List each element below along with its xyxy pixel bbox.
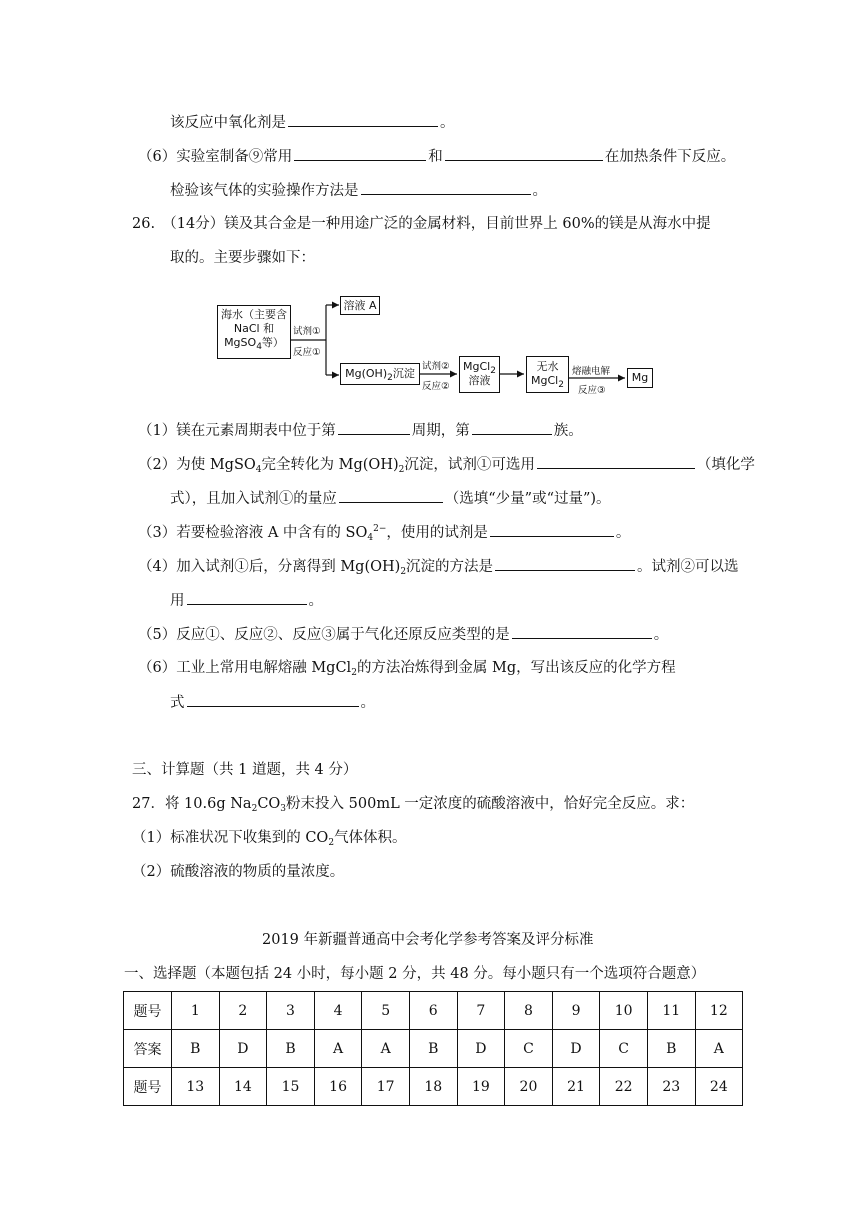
- q26-part5: [138, 624, 668, 645]
- answer-blank[interactable]: [445, 146, 603, 161]
- period: 。: [532, 183, 547, 199]
- table-cell: 24: [695, 1068, 743, 1106]
- table-cell: 7: [457, 992, 505, 1030]
- table-cell: 19: [457, 1068, 505, 1106]
- mgso4: MgSO: [224, 336, 257, 349]
- q26-stem-line1: 26. （14分）镁及其合金是一种用途广泛的金属材料，目前世界上 60%的镁是从海水中提: [132, 216, 711, 232]
- answer-blank[interactable]: [288, 112, 438, 127]
- q27-part1: [132, 828, 407, 848]
- table-cell: 4: [314, 992, 362, 1030]
- q25-part6-test: [170, 180, 547, 201]
- subscript: 2: [558, 380, 564, 390]
- answer-blank[interactable]: [495, 556, 635, 571]
- part1-b: 周期，第: [411, 423, 470, 439]
- precipitate-word: 沉淀: [392, 367, 415, 380]
- table-cell: 2: [219, 992, 267, 1030]
- table-cell: 13: [172, 1068, 220, 1106]
- answer-blank[interactable]: [537, 454, 695, 469]
- answer-blank[interactable]: [339, 488, 443, 503]
- mgcl: MgCl: [531, 374, 559, 387]
- part2-d: （填化学: [696, 457, 755, 473]
- oxidizer-label: 该反应中氧化剂是: [170, 115, 286, 131]
- subscript: 2: [400, 567, 407, 577]
- table-cell: B: [267, 1030, 315, 1068]
- table-cell: 23: [647, 1068, 695, 1106]
- solution-a-box: 溶液 A: [340, 296, 380, 315]
- mgoh2-box: [340, 363, 420, 385]
- table-row: [124, 992, 743, 1030]
- part3-b: ，使用的试剂是: [386, 525, 488, 541]
- part6-prefix: （6）实验室制备⑨常用: [138, 149, 293, 165]
- table-cell: 16: [314, 1068, 362, 1106]
- part6-b: 的方法冶炼得到金属 Mg，写出该反应的化学方程: [356, 660, 676, 676]
- table-cell: B: [647, 1030, 695, 1068]
- table-cell: 11: [647, 992, 695, 1030]
- q26-part6: [138, 658, 676, 678]
- etc: 等）: [261, 336, 284, 349]
- part2-f: （选填“少量”或“过量”)。: [444, 491, 611, 507]
- part1-a: （1）镁在元素周期表中位于第: [138, 423, 336, 439]
- q26-part1: [138, 420, 583, 441]
- table-cell: 5: [362, 992, 410, 1030]
- answer-blank[interactable]: [294, 146, 426, 161]
- table-cell: B: [172, 1030, 220, 1068]
- reaction2-label: 反应②: [422, 381, 450, 392]
- table-cell: 18: [409, 1068, 457, 1106]
- q26-part3: [138, 522, 630, 543]
- part2-e: 式），且加入试剂①的量应: [170, 491, 337, 507]
- table-cell: C: [505, 1030, 553, 1068]
- mgcl: MgCl: [463, 360, 491, 373]
- oxidizer-line: [170, 112, 455, 133]
- subscript: 2: [490, 366, 496, 376]
- q26-part4: [138, 556, 739, 577]
- seawater-box: [217, 305, 291, 359]
- part5-a: （5）反应①、反应②、反应③属于气化还原反应类型的是: [138, 627, 510, 643]
- reagent1-label: 试剂①: [293, 326, 321, 337]
- table-cell: D: [219, 1030, 267, 1068]
- reaction1-label: 反应①: [293, 347, 321, 358]
- part6-d: 。: [360, 695, 375, 711]
- table-cell: 17: [362, 1068, 410, 1106]
- q27-p1-b: 气体体积。: [334, 830, 407, 846]
- period: 。: [440, 115, 455, 131]
- table-cell: B: [409, 1030, 457, 1068]
- subscript: 3: [280, 804, 287, 814]
- seawater-line1: 海水（主要含: [221, 308, 287, 321]
- table-cell: 20: [505, 1068, 553, 1106]
- part3-c: 。: [615, 525, 631, 541]
- table-cell: A: [695, 1030, 743, 1068]
- reagent2-label: 试剂②: [422, 361, 450, 372]
- subscript: 4: [367, 533, 374, 543]
- row-header-cell: 答案: [124, 1030, 172, 1068]
- subscript: 2: [387, 373, 393, 383]
- answer-blank[interactable]: [472, 420, 552, 435]
- q27-stem: [132, 794, 694, 814]
- part2-a: （2）为使 MgSO: [138, 457, 256, 473]
- table-cell: 22: [600, 1068, 648, 1106]
- part5-b: 。: [653, 627, 669, 643]
- part6-a: （6）工业上常用电解熔融 MgCl: [138, 660, 352, 676]
- table-cell: 9: [552, 992, 600, 1030]
- part4-d: 用: [170, 593, 185, 609]
- answer-key-section1: 一、选择题（本题包括 24 小时，每小题 2 分，共 48 分。每小题只有一个选项符合题意）: [124, 966, 706, 982]
- answer-blank[interactable]: [187, 692, 359, 707]
- superscript: 2−: [373, 524, 387, 534]
- part6-c: 式: [170, 695, 185, 711]
- mgcl2-formula: [460, 360, 499, 374]
- anhydrous-word: 无水: [536, 360, 559, 373]
- q27-c: 粉末投入 500mL 一定浓度的硫酸溶液中，恰好完全反应。求：: [286, 796, 695, 812]
- anhydrous-mgcl2-box: [526, 356, 569, 393]
- answer-table-body: [124, 992, 743, 1106]
- table-cell: C: [600, 1030, 648, 1068]
- part4-a: （4）加入试剂①后，分离得到 Mg(OH): [138, 559, 401, 575]
- part6-test-label: 检验该气体的实验操作方法是: [170, 183, 359, 199]
- subscript: 2: [251, 804, 258, 814]
- row-header-cell: 题号: [124, 992, 172, 1030]
- part6-suffix: 在加热条件下反应。: [604, 149, 736, 165]
- q26-part2: [138, 454, 755, 475]
- q26-stem-line2: 取的。主要步骤如下：: [170, 250, 315, 266]
- electrolysis-label: 熔融电解: [572, 366, 611, 377]
- seawater-line3: [218, 336, 290, 350]
- answer-blank[interactable]: [338, 420, 410, 435]
- q27-b: CO: [257, 796, 281, 812]
- part6-and: 和: [428, 149, 443, 165]
- table-cell: 14: [219, 1068, 267, 1106]
- subscript: 2: [398, 465, 405, 475]
- part3-a: （3）若要检验溶液 A 中含有的 SO: [138, 525, 368, 541]
- answer-blank[interactable]: [361, 180, 531, 195]
- row-header-cell: 题号: [124, 1068, 172, 1106]
- table-cell: 3: [267, 992, 315, 1030]
- table-row: [124, 1030, 743, 1068]
- table-cell: A: [314, 1030, 362, 1068]
- answer-blank[interactable]: [512, 624, 652, 639]
- q27-p1-a: （1）标准状况下收集到的 CO: [132, 830, 329, 846]
- answer-blank[interactable]: [187, 590, 307, 605]
- q25-part6: [138, 146, 735, 167]
- table-cell: 6: [409, 992, 457, 1030]
- mg-box: Mg: [627, 368, 653, 388]
- mgoh2-formula: Mg(OH): [345, 367, 388, 380]
- anhydrous-formula: [527, 374, 568, 388]
- table-cell: 1: [172, 992, 220, 1030]
- table-cell: A: [362, 1030, 410, 1068]
- part4-b: 沉淀的方法是: [406, 559, 494, 575]
- table-row: [124, 1068, 743, 1106]
- answer-table: [123, 991, 743, 1106]
- process-flow-diagram: [214, 290, 664, 410]
- subscript: 2: [328, 838, 335, 848]
- q27-a: 27．将 10.6g Na: [132, 796, 252, 812]
- seawater-line2: NaCl 和: [233, 322, 275, 335]
- q26-part6-cont: [170, 692, 375, 713]
- answer-blank[interactable]: [490, 522, 614, 537]
- mgcl2-solution-box: [459, 356, 500, 393]
- answer-key-title: 2019 年新疆普通高中会考化学参考答案及评分标准: [262, 932, 594, 948]
- part2-b: 完全转化为 Mg(OH): [261, 457, 399, 473]
- solution-word: 溶液: [468, 374, 491, 387]
- table-cell: 8: [505, 992, 553, 1030]
- reaction3-label: 反应③: [578, 385, 606, 396]
- subscript: 4: [255, 465, 262, 475]
- section3-heading: 三、计算题（共 1 道题，共 4 分）: [132, 762, 358, 778]
- subscript: 2: [351, 668, 357, 678]
- q26-part4-cont: [170, 590, 323, 611]
- table-cell: 21: [552, 1068, 600, 1106]
- table-cell: 12: [695, 992, 743, 1030]
- part1-c: 族。: [553, 423, 583, 439]
- part2-c: 沉淀，试剂①可选用: [404, 457, 535, 473]
- subscript: 4: [256, 342, 262, 352]
- part4-c: 。试剂②可以选: [637, 559, 739, 575]
- q26-part2-cont: [170, 488, 611, 509]
- table-cell: 10: [600, 992, 648, 1030]
- q27-part2: （2）硫酸溶液的物质的量浓度。: [132, 864, 345, 880]
- table-cell: D: [552, 1030, 600, 1068]
- table-cell: 15: [267, 1068, 315, 1106]
- table-cell: D: [457, 1030, 505, 1068]
- part4-e: 。: [308, 593, 323, 609]
